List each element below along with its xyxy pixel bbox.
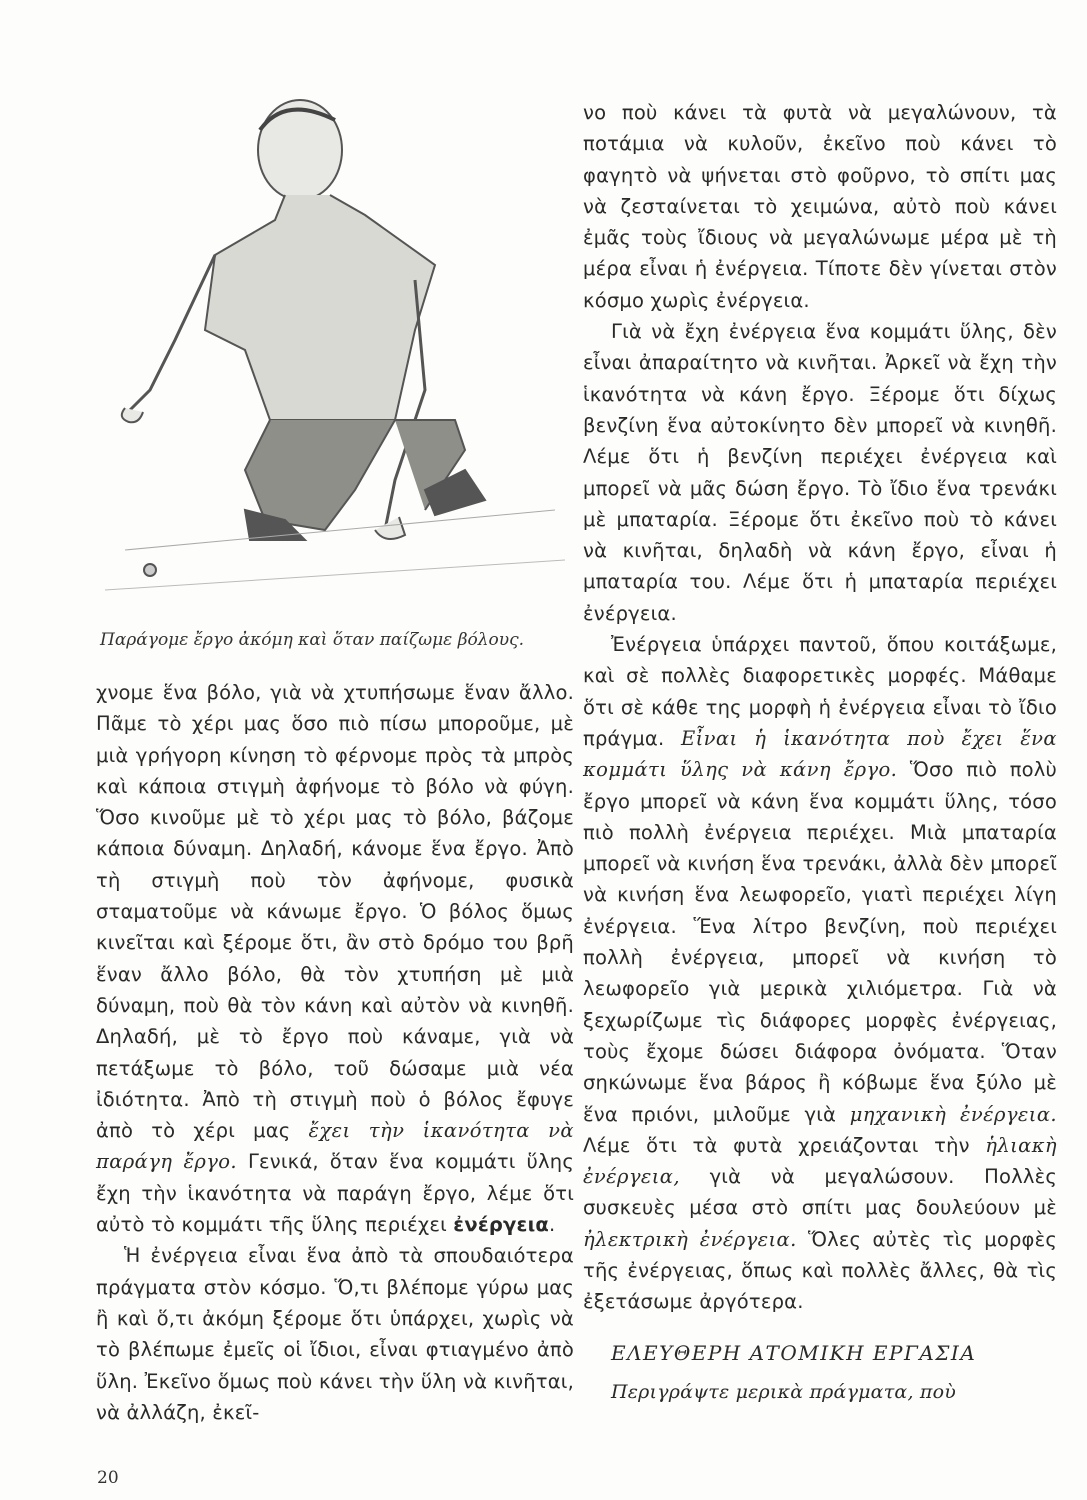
paragraph: [96, 677, 574, 1240]
text: χνομε ἕνα βόλο, γιὰ νὰ χτυπήσωμε ἕναν ἄλλο. Πᾶμε τὸ χέρι μας ὅσο πιὸ πίσω μποροῦμε, μὲ μιὰ γρήγορη κίνηση τὸ φέρνομε πρὸς τὰ μπρὸς καὶ κάποια στιγμὴ ἀφήνομε τὸ βόλο νὰ φύγη. Ὅσο κινοῦμε μὲ τὸ χέρι μας τὸ βόλο, βάζομε κάποια δύναμη. Δηλαδή, κάνομε ἕνα ἔργο. Ἀπὸ τὴ στιγμὴ ποὺ τὸν ἀφήνομε, φυσικὰ σταματοῦμε νὰ κάνωμε ἔργο. Ὁ βόλος ὅμως κινεῖται καὶ ξέρομε ὅτι, ἂν στὸ δρόμο του βρῆ ἕναν ἄλλο βόλο, θὰ τὸν χτυπήση μὲ μιὰ δύναμη, ποὺ θὰ τὸν κάνη καὶ αὐτὸν νὰ κινηθῆ. Δηλαδή, μὲ τὸ ἔργο ποὺ κάναμε, γιὰ νὰ πετάξωμε τὸ βόλο, τοῦ δώσαμε μιὰ νέα ἰδιότητα. Ἀπὸ τὴ στιγμὴ ποὺ ὁ βόλος ἔφυγε ἀπὸ τὸ χέρι μας: [96, 681, 574, 1143]
italic-term: ἡλιακὴ ἐνέργεια,: [583, 1133, 1057, 1189]
italic-phrase: ἔχει τὴν ἱκανότητα νὰ παράγη ἔργο.: [96, 1119, 574, 1174]
text: Γενικά, ὅταν ἕνα κομμάτι ὕλης ἔχη τὴν ἱκανότητα νὰ παράγη ἔργο, λέμε ὅτι αὐτὸ τὸ κομμάτι τῆς ὕλης περιέχει: [96, 1150, 574, 1237]
text: .: [548, 1213, 556, 1237]
text: Ὅσο πιὸ πολὺ ἔργο μπορεῖ νὰ κάνη ἕνα κομμάτι ὕλης, τόσο πιὸ πολλὴ ἐνέργεια περιέχει. Μιὰ μπαταρία μπορεῖ νὰ κινήση ἕνα τρενάκι, ἀλλὰ δὲν μπορεῖ νὰ κινήση ἕνα λεωφορεῖο, γιατὶ περιέχει λίγη ἐνέργεια. Ἕνα λίτρο βενζίνη, ποὺ περιέχει πολλὴ ἐνέργεια, μπορεῖ νὰ κινήση τὸ λεωφορεῖο γιὰ μερικὰ χιλιόμετρα. Γιὰ νὰ ξεχωρίζωμε τὶς διάφορες μορφὲς ἐνέργειας, τοὺς ἔχομε δώσει διάφορα ὀνόματα. Ὅταν σηκώνωμε ἕνα βάρος ἢ κόβωμε ἕνα ξύλο μὲ ἕνα πριόνι, μιλοῦμε γιὰ: [583, 758, 1057, 1126]
paragraph: [583, 629, 1057, 1318]
paragraph: Ἡ ἐνέργεια εἶναι ἕνα ἀπὸ τὰ σπουδαιότερα πράγματα στὸν κόσμο. Ὅ,τι βλέπομε γύρω μας ἢ καὶ ὅ,τι ἀκόμη ξέρομε ὅτι ὑπάρχει, χωρὶς νὰ τὸ βλέπωμε ἐμεῖς οἱ ἴδιοι, εἶναι φτιαγμένο ἀπὸ ὕλη. Ἐκεῖνο ὅμως ποὺ κάνει τὴν ὕλη νὰ κινῆται, νὰ ἀλλάζη, ἐκεῖ-: [96, 1244, 574, 1424]
page-number: 20: [97, 1468, 119, 1488]
figure-caption: Παράγομε ἔργο ἀκόμη καὶ ὅταν παίζωμε βόλους.: [100, 630, 525, 650]
text: Ὅλες αὐτὲς τὶς μορφὲς τῆς ἐνέργειας, ὅπως καὶ πολλὲς ἄλλες, θὰ τὶς ἐξετάσωμε ἀργότερα.: [583, 1227, 1057, 1314]
italic-term: ἠλεκτρικὴ ἐνέργεια.: [583, 1227, 797, 1251]
text: Λέμε ὅτι τὰ φυτὰ χρειάζονται τὴν: [583, 1133, 986, 1157]
text: Ἐνέργεια ὑπάρχει παντοῦ, ὅπου κοιτάξωμε, καὶ σὲ πολλὲς διαφορετικὲς μορφές. Μάθαμε ὅτι σὲ κάθε της μορφὴ ἡ ἐνέργεια εἶναι τὸ ἴδιο πράγμα.: [583, 633, 1057, 750]
italic-term: μηχανικὴ ἐνέργεια.: [849, 1102, 1057, 1126]
paragraph: Γιὰ νὰ ἔχη ἐνέργεια ἕνα κομμάτι ὕλης, δὲν εἶναι ἀπαραίτητο νὰ κινῆται. Ἀρκεῖ νὰ ἔχη τὴν ἱκανότητα νὰ κάνη ἔργο. Ξέρομε ὅτι δίχως βενζίνη ἕνα αὐτοκίνητο δὲν μπορεῖ νὰ κινηθῆ. Λέμε ὅτι ἡ βενζίνη περιέχει ἐνέργεια καὶ μπορεῖ νὰ μᾶς δώση ἔργο. Τὸ ἴδιο ἕνα τρενάκι μὲ μπαταρία. Ξέρομε ὅτι ἐκεῖνο ποὺ τὸ κάνει νὰ κινῆται, δηλαδὴ νὰ κάνη ἔργο, εἶναι ἡ μπαταρία του. Λέμε ὅτι ἡ μπαταρία περιέχει ἐνέργεια.: [583, 320, 1057, 625]
paragraph: νο ποὺ κάνει τὰ φυτὰ νὰ μεγαλώνουν, τὰ ποτάμια νὰ κυλοῦν, ἐκεῖνο ποὺ κάνει τὸ φαγητὸ νὰ ψήνεται στὸ φοῦρνο, τὸ σπίτι μας νὰ ζεσταίνεται τὸ χειμώνα, αὐτὸ ποὺ κάνει ἐμᾶς τοὺς ἴδιους νὰ μεγαλώνωμε μέρα μὲ τὴ μέρα εἶναι ἡ ἐνέργεια. Τίποτε δὲν γίνεται στὸν κόσμο χωρὶς ἐνέργεια.: [583, 101, 1057, 312]
section-heading: ΕΛΕΥΘΕΡΗ ΑΤΟΜΙΚΗ ΕΡΓΑΣΙΑ: [611, 1340, 977, 1365]
exercise-text: Περιγράψτε μερικὰ πράγματα, ποὺ: [611, 1380, 956, 1403]
right-column: [583, 97, 1057, 1408]
boy-playing-marbles-illustration: [95, 90, 565, 610]
italic-definition: Εἶναι ἡ ἱκανότητα ποὺ ἔχει ἕνα κομμάτι ὕλης νὰ κάνη ἔργο.: [583, 726, 1057, 782]
bold-term: ἐνέργεια: [453, 1213, 549, 1237]
left-column: [96, 677, 574, 1428]
text: γιὰ νὰ μεγαλώσουν. Πολλὲς συσκευὲς μέσα στὸ σπίτι μας δουλεύουν μὲ: [583, 1165, 1057, 1220]
